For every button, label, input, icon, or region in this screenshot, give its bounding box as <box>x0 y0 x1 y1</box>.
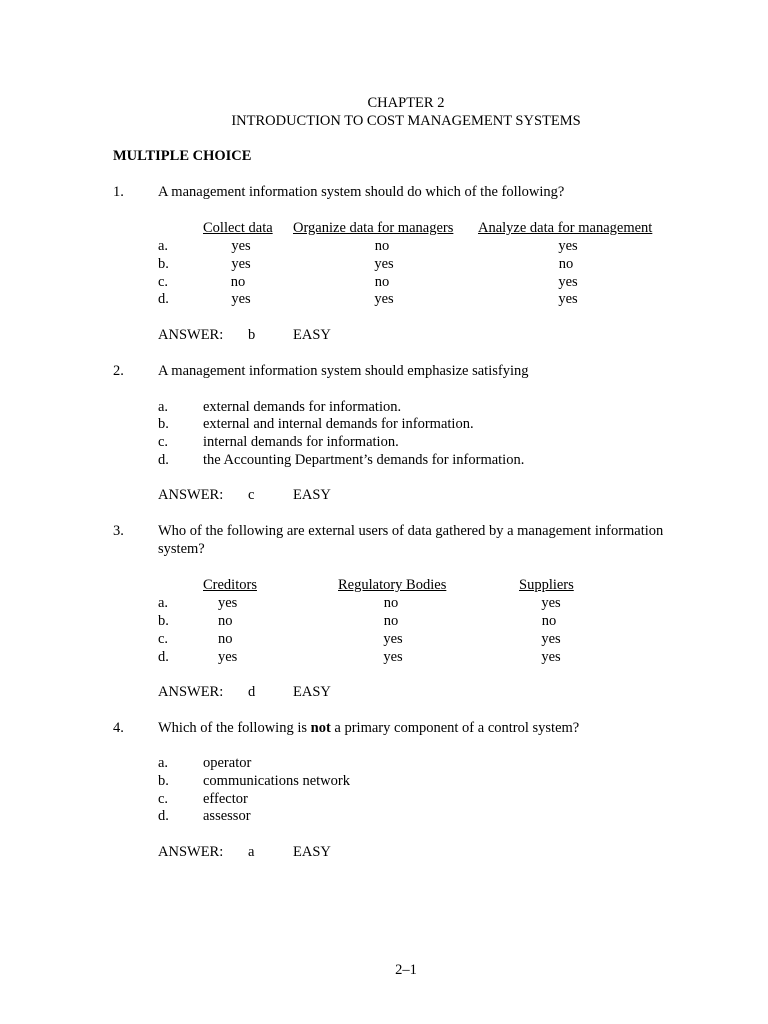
q1-answer-label: ANSWER: <box>158 327 224 343</box>
q1-row-b-letter: b. <box>158 256 169 272</box>
q1-row-b-cell-1: yes <box>231 256 251 272</box>
section-heading: MULTIPLE CHOICE <box>113 148 252 164</box>
q3-col-header-2: Regulatory Bodies <box>338 577 447 593</box>
q1-row-b-cell-2: yes <box>374 256 394 272</box>
question-2-text: A management information system should emphasize satisfying <box>158 363 529 379</box>
q4-answer-value: a <box>248 844 255 860</box>
q1-row-d-letter: d. <box>158 291 169 307</box>
q4-text-post: a primary component of a control system? <box>330 720 580 736</box>
q4-option-d-text: assessor <box>203 808 251 824</box>
q2-option-b-letter: b. <box>158 416 169 432</box>
q1-row-a-letter: a. <box>158 238 169 254</box>
q3-answer-label: ANSWER: <box>158 684 224 700</box>
question-3-text-line-1: Who of the following are external users of data gathered by a management information <box>158 523 664 539</box>
q1-row-d-cell-1: yes <box>231 291 251 307</box>
question-4-number: 4. <box>113 720 124 736</box>
q2-option-a-letter: a. <box>158 399 169 415</box>
page-number: 2–1 <box>395 962 417 978</box>
q3-row-d-cell-2: yes <box>383 649 403 665</box>
q2-answer-label: ANSWER: <box>158 487 224 503</box>
q1-row-c-letter: c. <box>158 274 169 290</box>
q3-row-a-cell-2: no <box>383 595 399 611</box>
q3-difficulty: EASY <box>293 684 331 700</box>
question-1-number: 1. <box>113 184 124 200</box>
q3-row-a-cell-1: yes <box>218 595 238 611</box>
q3-row-b-cell-3: no <box>541 613 557 629</box>
q3-row-c-cell-1: no <box>218 631 233 647</box>
q1-row-d-cell-2: yes <box>374 291 394 307</box>
q4-answer-label: ANSWER: <box>158 844 224 860</box>
q1-answer-value: b <box>248 327 256 343</box>
question-3-text-line-2: system? <box>158 541 205 557</box>
question-1-text: A management information system should do which of the following? <box>158 184 565 200</box>
q3-col-header-3: Suppliers <box>519 577 574 593</box>
q1-row-a-cell-1: yes <box>231 238 251 254</box>
q3-row-b-cell-2: no <box>383 613 399 629</box>
q1-col-header-3: Analyze data for management <box>478 220 653 236</box>
chapter-number: CHAPTER 2 <box>367 95 445 111</box>
q1-row-d-cell-3: yes <box>558 291 578 307</box>
q3-row-a-letter: a. <box>158 595 169 611</box>
q4-option-a-letter: a. <box>158 755 169 771</box>
q4-option-c-text: effector <box>203 791 248 807</box>
q1-row-b-cell-3: no <box>558 256 574 272</box>
q3-row-d-cell-3: yes <box>541 649 561 665</box>
q3-row-c-letter: c. <box>158 631 169 647</box>
chapter-title: INTRODUCTION TO COST MANAGEMENT SYSTEMS <box>231 113 581 129</box>
q4-option-a-text: operator <box>203 755 252 771</box>
q3-row-b-cell-1: no <box>218 613 233 629</box>
q1-col-header-1: Collect data <box>203 220 273 236</box>
q3-row-a-cell-3: yes <box>541 595 561 611</box>
q4-text-pre: Which of the following is <box>158 720 311 736</box>
q4-text-emphasis: not <box>310 720 331 736</box>
q2-option-d-letter: d. <box>158 452 169 468</box>
q1-row-c-cell-1: no <box>230 274 246 290</box>
q2-option-c-letter: c. <box>158 434 169 450</box>
q4-option-b-letter: b. <box>158 773 169 789</box>
q2-answer-value: c <box>248 487 255 503</box>
question-3-number: 3. <box>113 523 124 539</box>
q4-difficulty: EASY <box>293 844 331 860</box>
q3-row-b-letter: b. <box>158 613 169 629</box>
q4-option-b-text: communications network <box>203 773 350 789</box>
q4-option-d-letter: d. <box>158 808 169 824</box>
q1-col-header-2: Organize data for managers <box>293 220 454 236</box>
q3-row-c-cell-3: yes <box>541 631 561 647</box>
q1-row-c-cell-2: no <box>374 274 390 290</box>
q2-option-c-text: internal demands for information. <box>203 434 399 450</box>
q4-option-c-letter: c. <box>158 791 169 807</box>
q3-row-d-cell-1: yes <box>218 649 238 665</box>
q3-row-c-cell-2: yes <box>383 631 403 647</box>
q1-difficulty: EASY <box>293 327 331 343</box>
q1-row-c-cell-3: yes <box>558 274 578 290</box>
q3-row-d-letter: d. <box>158 649 169 665</box>
q2-option-a-text: external demands for information. <box>203 399 402 415</box>
question-2-number: 2. <box>113 363 124 379</box>
q2-option-b-text: external and internal demands for information. <box>203 416 474 432</box>
q3-col-header-1: Creditors <box>203 577 257 593</box>
q1-row-a-cell-2: no <box>374 238 390 254</box>
q2-option-d-text: the Accounting Department’s demands for information. <box>203 452 525 468</box>
q1-row-a-cell-3: yes <box>558 238 578 254</box>
q2-difficulty: EASY <box>293 487 331 503</box>
q3-answer-value: d <box>248 684 256 700</box>
question-4-text <box>158 719 579 737</box>
